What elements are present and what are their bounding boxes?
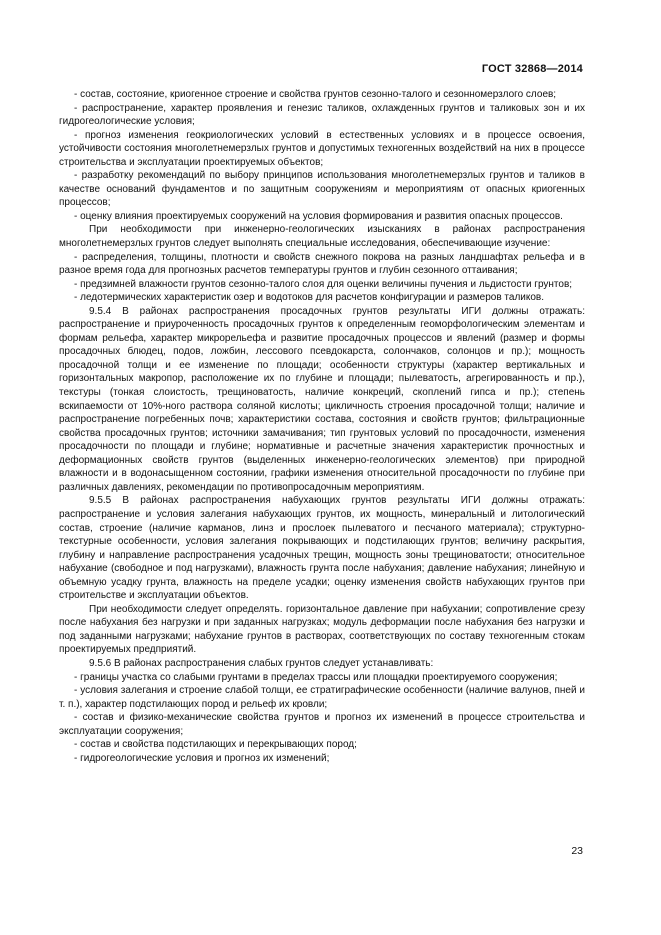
paragraph: При необходимости при инженерно-геологических изысканиях в районах распространения многолетнемерзлых грунтов следует выполнять специальные исследования, обеспечивающие изучение:: [59, 224, 585, 250]
section-9-5-6: 9.5.6 В районах распространения слабых грунтов следует устанавливать:: [89, 657, 434, 669]
paragraph: При необходимости следует определять. горизонтальное давление при набухании; сопротивление срезу после набухания без нагрузки и при заданных нагрузках; модуль деформации после набухания без нагрузки и под заданными нагрузками; набухание грунтов в растворах, соответствующих по составу техногенным стокам проектируемых предприятий.: [59, 603, 585, 656]
list-item: - границы участка со слабыми грунтами в пределах трассы или площадки проектируемого сооружения;: [74, 671, 558, 683]
list-item: - гидрогеологические условия и прогноз их изменений;: [74, 752, 330, 764]
document-body: [59, 88, 585, 765]
list-item: - состав, состояние, криогенное строение и свойства грунтов сезонно-талого и сезонномерзлого слоев;: [74, 89, 557, 100]
list-item: - ледотермических характеристик озер и водотоков для расчетов конфигурации и размеров таликов.: [74, 292, 545, 304]
list-item: - прогноз изменения геокриологических условий в естественных условиях и в процессе освоения, устойчивости состояния многолетнемерзлых грунтов и допустимых техногенных воздействий на них в процессе строительства и эксплуатации проектируемых объектов;: [59, 129, 585, 168]
section-9-5-5: 9.5.5 В районах распространения набухающих грунтов результаты ИГИ должны отражать: распространение и условия залегания набухающих грунтов, их мощность, минеральный и литологический состав, строение (наличие карманов, линз и прослоек пылеватого и песчаного материала); структурно-текстурные особенности, условия залегания покрывающих и подстилающих грунтов; величину раскрытия, глубину и направление распространения усадочных трещин, мощность зоны трещиноватости; относительное набухание (свободное и под нагрузками), влажность грунта после набухания; давление набухания; линейную и объемную усадку грунта, влажность на пределе усадки; оценку изменения свойств набухающих грунтов при строительстве и эксплуатации объектов.: [59, 495, 585, 602]
list-item: - условия залегания и строение слабой толщи, ее стратиграфические особенности (наличие валунов, пней и т. п.), характер подстилающих пород и рельеф их кровли;: [59, 685, 585, 710]
section-9-5-4: 9.5.4 В районах распространения просадочных грунтов результаты ИГИ должны отражать: распространение и приуроченность просадочных грунтов к определенным геоморфологическим элементам и формам рельефа, характер микрорельефа и развитие просадочных процессов и явлений (размер и формы просадочных блюдец, подов, ложбин, лессового псевдокарста, солончаков, солонцов и пр.); мощность просадочной толщи и ее изменение по площади; особенности структуры (характер вертикальных и горизонтальных макропор, расположение их по глубине и площади; пылеватость, агрегированность и пр.), текстуры (тонкая слоистость, трещиноватость, наличие конкреций, скоплений гипса и пр.); степень вскипаемости от 10%-ного раствора соляной кислоты; цикличность строения просадочной толщи; наличие и распространение погребенных почв; характеристики состава, состояния и свойств грунтов; фильтрационные свойства просадочных грунтов; источники замачивания; тип грунтовых условий по просадочности, изменения просадочности по площади и глубине; нормативные и расчетные значения характеристик прочностных и деформационных свойств грунтов (выделенных инженерно-геологических элементов) при природной влажности и в водонасыщенном состоянии, графики изменения относительной просадочности по глубине при различных давлениях, рекомендации по противопросадочным мероприятиям.: [59, 305, 585, 493]
list-item: - разработку рекомендаций по выбору принципов использования многолетнемерзлых грунтов и таликов в качестве оснований фундаментов и по защитным сооружениям и мероприятиям от опасных криогенных процессов;: [59, 170, 585, 209]
list-item: - предзимней влажности грунтов сезонно-талого слоя для оценки величины пучения и льдистости грунтов;: [74, 278, 573, 290]
list-item: - состав и свойства подстилающих и перекрывающих пород;: [74, 739, 357, 751]
list-item: - распространение, характер проявления и генезис таликов, охлажденных грунтов и таликовых зон и их гидрогеологические условия;: [59, 102, 585, 128]
page-number: 23: [571, 845, 583, 857]
list-item: - распределения, толщины, плотности и свойств снежного покрова на разных ландшафтах рельефа и в разное время года для прогнозных расчетов температуры грунтов и глубин сезонного оттаивания;: [59, 251, 585, 277]
list-item: - оценку влияния проектируемых сооружений на условия формирования и развития опасных процессов.: [74, 210, 563, 222]
list-item: - состав и физико-механические свойства грунтов и прогноз их изменений в процессе строительства и эксплуатации сооружения;: [59, 712, 585, 737]
document-id: ГОСТ 32868—2014: [481, 63, 583, 75]
